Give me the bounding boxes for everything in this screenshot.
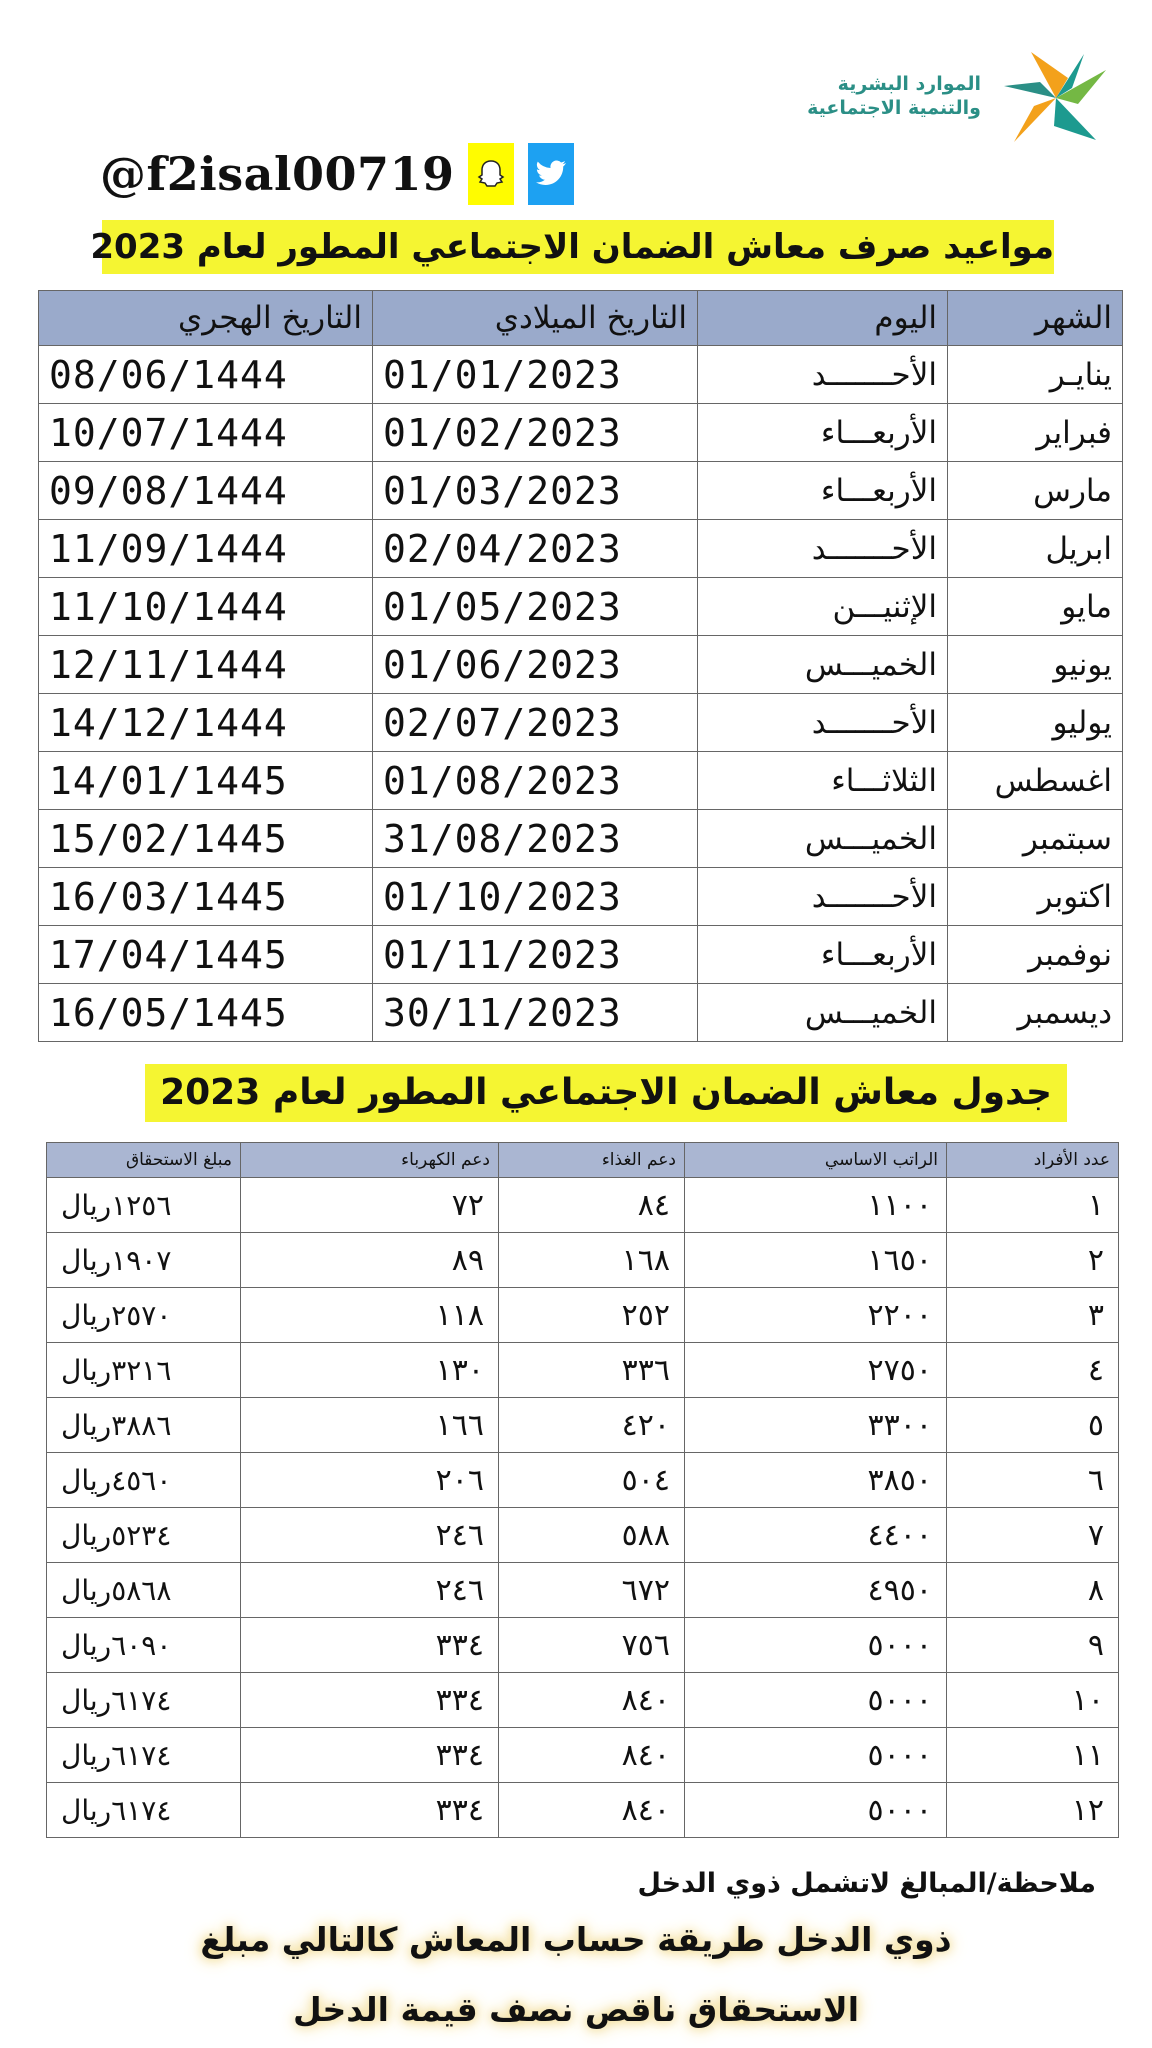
table-row <box>39 752 1123 810</box>
gregorian-cell: 01/03/2023 <box>373 462 698 520</box>
members-cell: ٧ <box>947 1508 1119 1563</box>
food-cell: ٨٤٠ <box>499 1673 685 1728</box>
hijri-cell: 11/09/1444 <box>39 520 373 578</box>
food-cell: ٢٥٢ <box>499 1288 685 1343</box>
day-cell: الأربعـــاء <box>698 926 948 984</box>
electricity-cell: ٣٣٤ <box>241 1728 499 1783</box>
hijri-cell: 12/11/1444 <box>39 636 373 694</box>
table-row <box>39 636 1123 694</box>
month-cell: فبراير <box>948 404 1123 462</box>
month-cell: مايو <box>948 578 1123 636</box>
header-hijri: التاريخ الهجري <box>39 291 373 346</box>
day-cell: الأربعـــاء <box>698 462 948 520</box>
members-cell: ١ <box>947 1178 1119 1233</box>
table-row <box>39 462 1123 520</box>
basic-cell: ٣٣٠٠ <box>685 1398 947 1453</box>
month-cell: ابريل <box>948 520 1123 578</box>
table-row <box>47 1288 1119 1343</box>
gregorian-cell: 01/02/2023 <box>373 404 698 462</box>
month-cell: يوليو <box>948 694 1123 752</box>
table-row <box>39 346 1123 404</box>
table-row <box>47 1618 1119 1673</box>
table-row <box>47 1233 1119 1288</box>
hijri-cell: 17/04/1445 <box>39 926 373 984</box>
day-cell: الخميـــس <box>698 810 948 868</box>
month-cell: ينايـر <box>948 346 1123 404</box>
logo-line-1: الموارد البشرية <box>837 73 981 95</box>
members-cell: ١٢ <box>947 1783 1119 1838</box>
basic-cell: ٤٤٠٠ <box>685 1508 947 1563</box>
pension-amounts-table <box>46 1142 1119 1838</box>
electricity-cell: ٨٩ <box>241 1233 499 1288</box>
electricity-cell: ٢٤٦ <box>241 1563 499 1618</box>
table-row <box>47 1343 1119 1398</box>
hijri-cell: 14/12/1444 <box>39 694 373 752</box>
gregorian-cell: 31/08/2023 <box>373 810 698 868</box>
basic-cell: ٥٠٠٠ <box>685 1728 947 1783</box>
amount-cell: ٥٢٣٤ريال <box>47 1508 241 1563</box>
table-row <box>47 1178 1119 1233</box>
members-cell: ٨ <box>947 1563 1119 1618</box>
table-row <box>39 404 1123 462</box>
month-cell: يونيو <box>948 636 1123 694</box>
members-cell: ٦ <box>947 1453 1119 1508</box>
electricity-cell: ١٦٦ <box>241 1398 499 1453</box>
social-handle-row <box>100 140 574 208</box>
month-cell: مارس <box>948 462 1123 520</box>
day-cell: الخميـــس <box>698 984 948 1042</box>
members-cell: ٤ <box>947 1343 1119 1398</box>
logo-text <box>807 72 981 120</box>
month-cell: اكتوبر <box>948 868 1123 926</box>
header-food-support: دعم الغذاء <box>499 1143 685 1178</box>
table-row <box>47 1453 1119 1508</box>
electricity-cell: ٣٣٤ <box>241 1783 499 1838</box>
amount-cell: ٢٥٧٠ريال <box>47 1288 241 1343</box>
header-month: الشهر <box>948 291 1123 346</box>
day-cell: الأربعـــاء <box>698 404 948 462</box>
members-cell: ٣ <box>947 1288 1119 1343</box>
food-cell: ٦٧٢ <box>499 1563 685 1618</box>
hijri-cell: 09/08/1444 <box>39 462 373 520</box>
snapchat-icon <box>468 143 514 205</box>
day-cell: الثلاثـــاء <box>698 752 948 810</box>
explanation-line-1: ذوي الدخل طريقة حساب المعاش كالتالي مبلغ <box>200 1920 952 1959</box>
members-cell: ٥ <box>947 1398 1119 1453</box>
amount-cell: ٣٢١٦ريال <box>47 1343 241 1398</box>
hijri-cell: 16/03/1445 <box>39 868 373 926</box>
gregorian-cell: 01/01/2023 <box>373 346 698 404</box>
basic-cell: ٥٠٠٠ <box>685 1673 947 1728</box>
amount-cell: ٥٨٦٨ريال <box>47 1563 241 1618</box>
table-row <box>39 578 1123 636</box>
food-cell: ٨٤ <box>499 1178 685 1233</box>
table-row <box>47 1398 1119 1453</box>
logo-line-2: والتنمية الاجتماعية <box>807 97 981 119</box>
food-cell: ٧٥٦ <box>499 1618 685 1673</box>
gregorian-cell: 01/11/2023 <box>373 926 698 984</box>
table-row <box>47 1563 1119 1618</box>
basic-cell: ٢٧٥٠ <box>685 1343 947 1398</box>
amount-cell: ١٩٠٧ريال <box>47 1233 241 1288</box>
hijri-cell: 11/10/1444 <box>39 578 373 636</box>
month-cell: اغسطس <box>948 752 1123 810</box>
day-cell: الأحـــــــد <box>698 868 948 926</box>
basic-cell: ١١٠٠ <box>685 1178 947 1233</box>
table-row <box>47 1508 1119 1563</box>
gregorian-cell: 01/10/2023 <box>373 868 698 926</box>
table-row <box>47 1728 1119 1783</box>
hijri-cell: 16/05/1445 <box>39 984 373 1042</box>
members-cell: ٩ <box>947 1618 1119 1673</box>
gregorian-cell: 30/11/2023 <box>373 984 698 1042</box>
electricity-cell: ١١٨ <box>241 1288 499 1343</box>
payment-schedule-table <box>38 290 1123 1042</box>
members-cell: ٢ <box>947 1233 1119 1288</box>
social-handle: @f2isal00719 <box>100 147 455 201</box>
amount-cell: ٤٥٦٠ريال <box>47 1453 241 1508</box>
basic-cell: ٢٢٠٠ <box>685 1288 947 1343</box>
basic-cell: ٣٨٥٠ <box>685 1453 947 1508</box>
ministry-star-icon <box>996 48 1116 148</box>
day-cell: الأحـــــــد <box>698 694 948 752</box>
electricity-cell: ٢٤٦ <box>241 1508 499 1563</box>
header-day: اليوم <box>698 291 948 346</box>
food-cell: ٣٣٦ <box>499 1343 685 1398</box>
amount-cell: ٦١٧٤ريال <box>47 1783 241 1838</box>
gregorian-cell: 01/05/2023 <box>373 578 698 636</box>
basic-cell: ٥٠٠٠ <box>685 1783 947 1838</box>
food-cell: ١٦٨ <box>499 1233 685 1288</box>
hijri-cell: 15/02/1445 <box>39 810 373 868</box>
schedule-title: مواعيد صرف معاش الضمان الاجتماعي المطور لعام 2023 <box>102 220 1054 274</box>
amount-cell: ٦١٧٤ريال <box>47 1728 241 1783</box>
table-row <box>39 984 1123 1042</box>
hijri-cell: 14/01/1445 <box>39 752 373 810</box>
electricity-cell: ٢٠٦ <box>241 1453 499 1508</box>
electricity-cell: ٣٣٤ <box>241 1618 499 1673</box>
amount-cell: ٦١٧٤ريال <box>47 1673 241 1728</box>
table-row <box>47 1673 1119 1728</box>
header-entitlement-amount: مبلغ الاستحقاق <box>47 1143 241 1178</box>
amount-cell: ٦٠٩٠ريال <box>47 1618 241 1673</box>
basic-cell: ٤٩٥٠ <box>685 1563 947 1618</box>
table-row <box>39 520 1123 578</box>
header-gregorian: التاريخ الميلادي <box>373 291 698 346</box>
header-members: عدد الأفراد <box>947 1143 1119 1178</box>
gregorian-cell: 01/08/2023 <box>373 752 698 810</box>
electricity-cell: ٣٣٤ <box>241 1673 499 1728</box>
basic-cell: ١٦٥٠ <box>685 1233 947 1288</box>
ministry-logo <box>676 48 1116 148</box>
food-cell: ٥٨٨ <box>499 1508 685 1563</box>
hijri-cell: 10/07/1444 <box>39 404 373 462</box>
food-cell: ٤٢٠ <box>499 1398 685 1453</box>
table-row <box>39 926 1123 984</box>
amount-cell: ١٢٥٦ريال <box>47 1178 241 1233</box>
amount-cell: ٣٨٨٦ريال <box>47 1398 241 1453</box>
electricity-cell: ١٣٠ <box>241 1343 499 1398</box>
day-cell: الأحـــــــد <box>698 520 948 578</box>
table-row <box>39 868 1123 926</box>
income-note: ملاحظة/المبالغ لاتشمل ذوي الدخل <box>637 1868 1096 1899</box>
food-cell: ٨٤٠ <box>499 1783 685 1838</box>
food-cell: ٨٤٠ <box>499 1728 685 1783</box>
table-header-row <box>39 291 1123 346</box>
members-cell: ١١ <box>947 1728 1119 1783</box>
month-cell: نوفمبر <box>948 926 1123 984</box>
members-cell: ١٠ <box>947 1673 1119 1728</box>
table-header-row <box>47 1143 1119 1178</box>
basic-cell: ٥٠٠٠ <box>685 1618 947 1673</box>
table-row <box>39 694 1123 752</box>
hijri-cell: 08/06/1444 <box>39 346 373 404</box>
gregorian-cell: 02/04/2023 <box>373 520 698 578</box>
day-cell: الأحـــــــد <box>698 346 948 404</box>
table-row <box>47 1783 1119 1838</box>
month-cell: سبتمبر <box>948 810 1123 868</box>
food-cell: ٥٠٤ <box>499 1453 685 1508</box>
table-row <box>39 810 1123 868</box>
gregorian-cell: 01/06/2023 <box>373 636 698 694</box>
explanation-line-2: الاستحقاق ناقص نصف قيمة الدخل <box>292 1990 860 2029</box>
electricity-cell: ٧٢ <box>241 1178 499 1233</box>
gregorian-cell: 02/07/2023 <box>373 694 698 752</box>
day-cell: الإثنيـــن <box>698 578 948 636</box>
month-cell: ديسمبر <box>948 984 1123 1042</box>
day-cell: الخميـــس <box>698 636 948 694</box>
twitter-icon <box>528 143 574 205</box>
header-electricity-support: دعم الكهرباء <box>241 1143 499 1178</box>
pension-title: جدول معاش الضمان الاجتماعي المطور لعام 2023 <box>145 1064 1067 1122</box>
header-basic-salary: الراتب الاساسي <box>685 1143 947 1178</box>
